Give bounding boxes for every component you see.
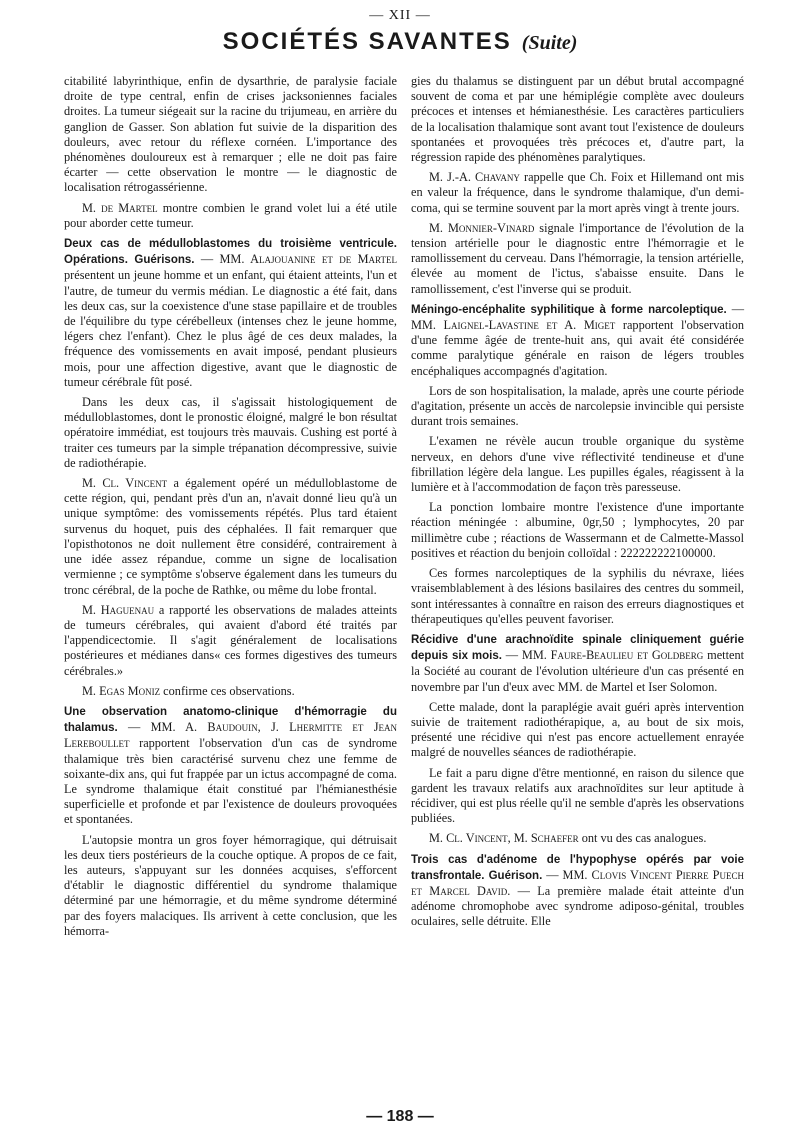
author-name: M. Haguenau: [82, 602, 155, 617]
paragraph-text: mettent la Société au courant de l'évolution ultérieure d'un cas présenté en novembre par l'un d'eux avec MM. de Martel et Iser Solomon.: [411, 648, 745, 694]
paragraph: [64, 236, 397, 390]
paragraph: [64, 201, 397, 231]
paragraph-text: rappelle que Ch. Foix et Hillemand ont mis en valeur la fréquence, dans le syndrome thalamique, d'un demi-coma, qui se termine souvent par la mort après vingt à trente jours.: [411, 170, 744, 215]
paragraph: [411, 170, 744, 216]
paragraph-text: rapportent l'observation d'une femme âgée de trente-huit ans, qui avait été considérée comme paralytique générale en raison de légers troubles encéphaliques accompagnés d'agitation.: [411, 318, 744, 378]
paragraph-text: signale l'importance de l'évolution de la tension artérielle pour le diagnostic entre l'hémorragie et le ramollissement du cerveau. Dans l'hémorragie, la tension artérielle, élevée au moment de l'ictus, s'abaisse ensuite. Dans le ramollissement, c'est l'inverse qui se produit.: [411, 220, 744, 296]
paragraph-text: a rapporté les observations de malades atteints de tumeurs cérébrales, qui avaient d'abord été traités par l'appendicectomie. Il s'agit généralement de localisations postérieures et médianes dans« ces formes digestives des tumeurs cérébrales.»: [64, 602, 397, 678]
paragraph: L'autopsie montra un gros foyer hémorragique, qui détruisait les deux tiers postérieurs de la couche optique. A propos de ce fait, les auteurs, s'appuyant sur les données acquises, s'efforcent d'établir le diagnostic différentiel du syndrome thalamique déterminé par une hémorragie, et du même syndrome déterminé par des foyers malaciques. Ils arrivent à cette conclusion, que les hémorra-: [64, 832, 397, 938]
paragraph: [411, 831, 744, 846]
author-name: M. de Martel: [82, 200, 158, 215]
paragraph-text: rapportent l'observation d'un cas de syndrome thalamique très bien caractérisé survenu chez une femme de soixante-dix ans, qui fut frappée par un ictus accompagné de coma. Le syndrome thalamique était constitué par l'hémianesthésie superficielle et profonde et par l'existence de douleurs provoquées et spontanées.: [64, 736, 397, 827]
roman-page-number: — XII —: [369, 8, 431, 23]
author-names: — MM. Clovis Vincent Pierre Puech et Marcel David.: [411, 867, 744, 898]
paragraph: [411, 302, 744, 379]
paragraph: Ces formes narcoleptiques de la syphilis du névraxe, liées vraisemblablement à des lésions basilaires des centres du sommeil, sont intéressantes à connaître en raison des erreurs diagnostiques et thérapeutiques qu'elles peuvent favoriser.: [411, 566, 744, 626]
article-heading: Récidive d'une arachnoïdite spinale cliniquement guérie depuis six mois.: [411, 633, 744, 663]
section-subtitle: (Suite): [521, 32, 578, 54]
paragraph-text: ont vu des cas analogues.: [578, 831, 707, 846]
article-heading: Deux cas de médulloblastomes du troisième ventricule. Opérations. Guérisons.: [64, 238, 397, 267]
paragraph-text: a également opéré un médulloblastome de cette région, qui, pendant près d'un an, n'avait donné lieu qu'à un unique symptôme: des vomissements répétés. Plus tard étaient survenus du hoquet, puis des céphalées. Il fait remarquer que l'opisthotonos ne doit nullement être considéré, contrairement à une idée assez répandue, comme un signe de localisation vermienne ; ce symptôme s'observe également dans les tumeurs du tronc cérébral, de la poche de Rathke, ou même du lobe frontal.: [64, 476, 397, 597]
paragraph: Dans les deux cas, il s'agissait histologiquement de médulloblastomes, dont le pronostic éloigné, malgré le bon résultat opératoire immédiat, est toujours très mauvais. Cushing est porté à traiter ces tumeurs par la simple trépanation décompressive, suivie de radiothérapie.: [64, 395, 397, 470]
paragraph: [64, 603, 397, 679]
paragraph: La ponction lombaire montre l'existence d'une importante réaction méningée : albumine, 0gr,50 ; lymphocytes, 20 par millimètre cube ; réactions de Wassermann et de Calmette-Massol positives et réaction du benjoin colloïdal : 222222222100000.: [411, 500, 744, 560]
section-title: SOCIÉTÉS SAVANTES: [222, 28, 512, 55]
paragraph: [411, 632, 744, 695]
paragraph-text: confirme ces observations.: [160, 683, 295, 698]
author-names: — MM. Alajouanine et de Martel: [194, 252, 397, 267]
paragraph: [64, 704, 397, 828]
page-number: — 188 —: [366, 1108, 434, 1125]
author-names: — MM. Laignel-Lavastine et A. Miget: [411, 301, 744, 333]
author-name: M. Cl. Vincent: [82, 476, 168, 491]
author-names: — MM. A. Baudouin, J. Lhermitte et Jean Lereboullet: [64, 720, 397, 751]
article-heading: Une observation anatomo-clinique d'hémorragie du thalamus.: [64, 705, 397, 735]
paragraph: [411, 221, 744, 297]
paragraph: [411, 852, 744, 930]
paragraph: [64, 684, 397, 699]
right-column: [411, 74, 744, 935]
paragraph: L'examen ne révèle aucun trouble organique du système nerveux, en dehors d'une vive réflectivité tendineuse et d'une fibrillation légère dela langue. Les pupilles égales, réagissent à la lumière et à l'accommodation de façon très paresseuse.: [411, 434, 744, 495]
paragraph-text: — La première malade était atteinte d'un adénome chromophobe avec syndrome adiposo-génital, troubles oculaires, selle détruite. Elle: [411, 883, 744, 929]
author-names: — MM. Faure-Beaulieu et Goldberg: [501, 648, 704, 663]
author-names: M. Cl. Vincent, M. Schaefer: [429, 831, 579, 846]
paragraph-text: présentent un jeune homme et un enfant, qui étaient atteints, l'un et l'autre, de tumeur du vermis médian. Le diagnostic a été fait, dans les deux cas, sur la coexistence d'une stase papillaire et de troubles de l'équilibre du type cérébelleux (intenses chez le jeune homme, légers chez l'enfant). Chez le plus âgé de ces deux malades, la fréquence des vomissements en avait imposé, pendant plusieurs mois, pour une affection digestive, avant que le diagnostic de tumeur cérébrale fût posé.: [64, 268, 397, 389]
section-header: [0, 28, 800, 56]
author-name: M. Egas Moniz: [82, 683, 161, 698]
left-column: [64, 74, 397, 944]
author-name: M. J.-A. Chavany: [429, 170, 520, 185]
paragraph: Lors de son hospitalisation, la malade, après une courte période d'agitation, présente un accès de narcolepsie invincible qui persiste durant trois semaines.: [411, 383, 744, 429]
article-heading: Méningo-encéphalite syphilitique à forme narcoleptique.: [411, 303, 727, 316]
author-name: M. Monnier-Vinard: [429, 220, 535, 235]
paragraph: [64, 476, 397, 598]
article-heading: Trois cas d'adénome de l'hypophyse opérés par voie transfrontale. Guérison.: [411, 853, 744, 882]
paragraph: Le fait a paru digne d'être mentionné, en raison du silence que gardent les travaux relatifs aux arachnoïdites sur leur aptitude à récidiver, qui est plus réelle qu'il ne semble d'après les observations publiées.: [411, 765, 744, 826]
paragraph: gies du thalamus se distinguent par un début brutal accompagné souvent de coma et par une hémiplégie complète avec douleurs précoces et intenses et hémianesthésie. Les caractères particuliers de la localisation thalamique sont avant tout l'existence de douleurs spontanées et provoquées très précoces et, d'autre part, la régression rapide des phénomènes paralytiques.: [411, 74, 744, 165]
paragraph: citabilité labyrinthique, enfin de dysarthrie, de paralysie faciale droite de type central, enfin de crises jacksoniennes faciales droites. La tumeur siégeait sur la racine du trijumeau, en arrière du ganglion de Gasser. Son ablation fut suivie de la disparition des douleurs, avec retour du réflexe cornéen. L'importance des phénomènes douloureux est à remarquer ; elle ne doit pas faire écarter — cette observation le montre — le diagnostic de localisation rétrogassérienne.: [64, 74, 397, 195]
paragraph: Cette malade, dont la paraplégie avait guéri après intervention suivie de traitement radiothérapique, a, au bout de six mois, présenté une récidive qui n'est pas encore actuellement enrayée malgré de nouvelles séances de radiothérapie.: [411, 699, 744, 760]
paragraph-text: montre combien le grand volet lui a été utile pour aborder cette tumeur.: [64, 200, 397, 230]
